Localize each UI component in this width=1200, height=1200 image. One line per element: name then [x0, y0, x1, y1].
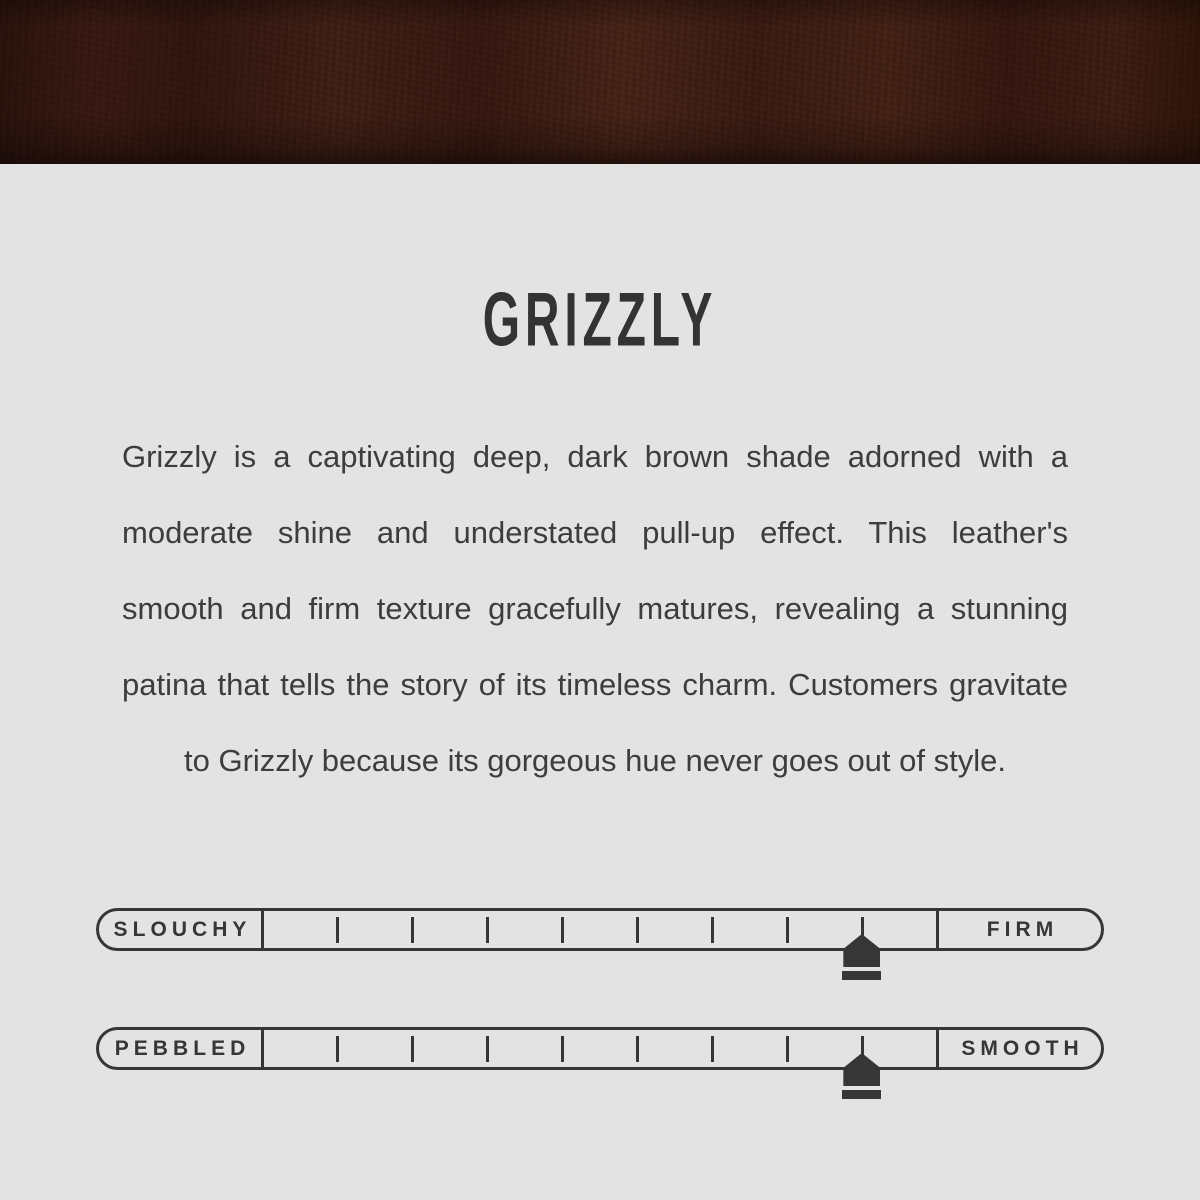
scale-tick — [336, 917, 339, 943]
scale-tick — [786, 917, 789, 943]
description-line: smooth and firm texture gracefully matures, revealing a stunning — [122, 591, 1068, 626]
scale-tick — [636, 917, 639, 943]
scale-track — [264, 1030, 936, 1067]
marker-bar — [842, 971, 881, 980]
scale-tick — [336, 1036, 339, 1062]
scale-tick — [486, 917, 489, 943]
scale-track — [264, 911, 936, 948]
scale-tick — [711, 917, 714, 943]
scale-right-label: FIRM — [936, 911, 1101, 948]
title-row — [0, 279, 1200, 363]
scale-left-label: SLOUCHY — [99, 911, 264, 948]
scale-tick — [486, 1036, 489, 1062]
marker-bar — [842, 1090, 881, 1099]
scale-marker-indicator — [842, 1053, 881, 1099]
attribute-scale-pebbled-smooth — [96, 1027, 1104, 1070]
description-line: Grizzly is a captivating deep, dark brown shade adorned with a — [122, 439, 1068, 474]
description-paragraph — [122, 419, 1068, 799]
scale-tick — [711, 1036, 714, 1062]
scale-marker-indicator — [842, 934, 881, 980]
page-title: GRIZZLY — [482, 279, 718, 363]
marker-arrow-icon — [843, 1053, 880, 1086]
description-line: moderate shine and understated pull-up effect. This leather's — [122, 515, 1068, 550]
scale-right-label: SMOOTH — [936, 1030, 1101, 1067]
scale-tick — [636, 1036, 639, 1062]
scale-tick — [786, 1036, 789, 1062]
attribute-scale-slouchy-firm — [96, 908, 1104, 951]
scale-tick — [411, 917, 414, 943]
marker-arrow-icon — [843, 934, 880, 967]
description-line: patina that tells the story of its timeless charm. Customers gravitate — [122, 667, 1068, 702]
scale-tick — [561, 1036, 564, 1062]
scale-left-label: PEBBLED — [99, 1030, 264, 1067]
scale-tick — [561, 917, 564, 943]
scale-tick — [411, 1036, 414, 1062]
leather-swatch-image — [0, 0, 1200, 164]
description-line: to Grizzly because its gorgeous hue never goes out of style. — [184, 743, 1006, 778]
